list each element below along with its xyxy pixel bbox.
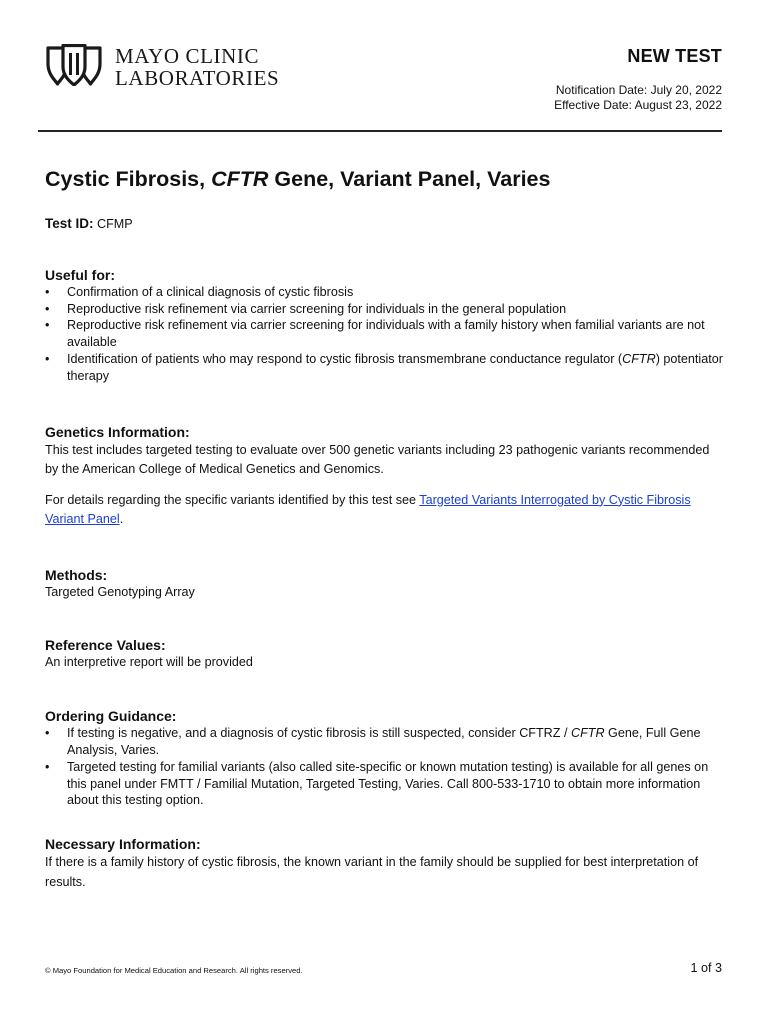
genetics-paragraph-1: This test includes targeted testing to evaluate over 500 genetic variants including 23 pathogenic variants recommended by the American College of Medical Genetics and Genomics. bbox=[45, 442, 710, 477]
item-text-pre: If testing is negative, and a diagnosis of cystic fibrosis is still suspected, consider CFTRZ / bbox=[67, 726, 571, 741]
genetics-section bbox=[45, 423, 725, 530]
useful-for-heading: Useful for: bbox=[45, 266, 115, 283]
title-part-2: Gene, Variant Panel, Varies bbox=[268, 167, 551, 191]
item-text-post: Gene, Full Gene Analysis, Varies. bbox=[67, 726, 701, 757]
necessary-information-section bbox=[45, 835, 725, 892]
list-item: • Reproductive risk refinement via carrier screening for individuals in the general population bbox=[45, 301, 725, 318]
test-id bbox=[45, 216, 725, 233]
title-part-1: Cystic Fibrosis, bbox=[45, 167, 212, 191]
mayo-clinic-logo bbox=[45, 44, 279, 89]
logo-line-1: MAYO CLINIC bbox=[115, 44, 260, 68]
title-gene-italic: CFTR bbox=[211, 167, 269, 191]
gene-italic: CFTR bbox=[570, 726, 605, 741]
gene-italic: CFTR bbox=[622, 351, 656, 366]
ordering-guidance-list bbox=[45, 725, 725, 809]
reference-values-section bbox=[45, 636, 725, 671]
document-body bbox=[45, 166, 725, 892]
page-title bbox=[45, 166, 725, 192]
necessary-information-text: If there is a family history of cystic fibrosis, the known variant in the family should be supplied for best interpretation of results. bbox=[45, 855, 699, 889]
logo-wordmark bbox=[115, 45, 279, 89]
logo-line-2: LABORATORIES bbox=[115, 66, 280, 90]
useful-for-list bbox=[45, 284, 725, 385]
header-divider bbox=[38, 130, 722, 132]
header-meta bbox=[554, 46, 722, 113]
item-text-pre: Identification of patients who may respond to cystic fibrosis transmembrane conductance regulator ( bbox=[67, 351, 623, 366]
list-item: • Reproductive risk refinement via carrier screening for individuals with a family history when familial variants are not available bbox=[45, 317, 725, 351]
new-test-badge: NEW TEST bbox=[627, 46, 722, 66]
test-id-value: CFMP bbox=[93, 217, 133, 231]
ordering-guidance-section bbox=[45, 707, 725, 809]
methods-heading: Methods: bbox=[45, 566, 108, 583]
necessary-information-heading: Necessary Information: bbox=[45, 836, 201, 853]
methods-section bbox=[45, 566, 725, 601]
targeted-variants-link[interactable]: Targeted Variants Interrogated by Cystic Fibrosis Variant Panel bbox=[45, 492, 691, 527]
mayo-shields-icon bbox=[45, 44, 103, 86]
notification-date: Notification Date: July 20, 2022 bbox=[555, 83, 722, 97]
genetics-para2-pre: For details regarding the specific variants identified by this test see bbox=[45, 492, 420, 507]
list-item bbox=[45, 351, 725, 385]
reference-values-heading: Reference Values: bbox=[45, 637, 166, 654]
genetics-paragraph-2 bbox=[45, 491, 725, 530]
effective-date: Effective Date: August 23, 2022 bbox=[554, 98, 722, 112]
page-number: 1 of 3 bbox=[690, 961, 722, 975]
list-item bbox=[45, 725, 725, 759]
reference-values-text: An interpretive report will be provided bbox=[45, 655, 253, 670]
genetics-heading: Genetics Information: bbox=[45, 423, 190, 440]
useful-for-section bbox=[45, 266, 725, 385]
list-item: • Targeted testing for familial variants (also called site-specific or known mutation testing) is available for all genes on this panel under FMTT / Familial Mutation, Targeted Testing, Varies. Call 800-533-1710 to obtain more information about this testing option. bbox=[45, 759, 725, 809]
list-item: • Confirmation of a clinical diagnosis of cystic fibrosis bbox=[45, 284, 725, 301]
methods-text: Targeted Genotyping Array bbox=[45, 584, 195, 599]
ordering-guidance-heading: Ordering Guidance: bbox=[45, 708, 177, 725]
test-id-label: Test ID: bbox=[45, 216, 94, 231]
item-text-post: ) potentiator therapy bbox=[67, 351, 723, 383]
genetics-para2-post: . bbox=[119, 512, 124, 527]
copyright-notice: © Mayo Foundation for Medical Education and Research. All rights reserved. bbox=[45, 966, 303, 975]
